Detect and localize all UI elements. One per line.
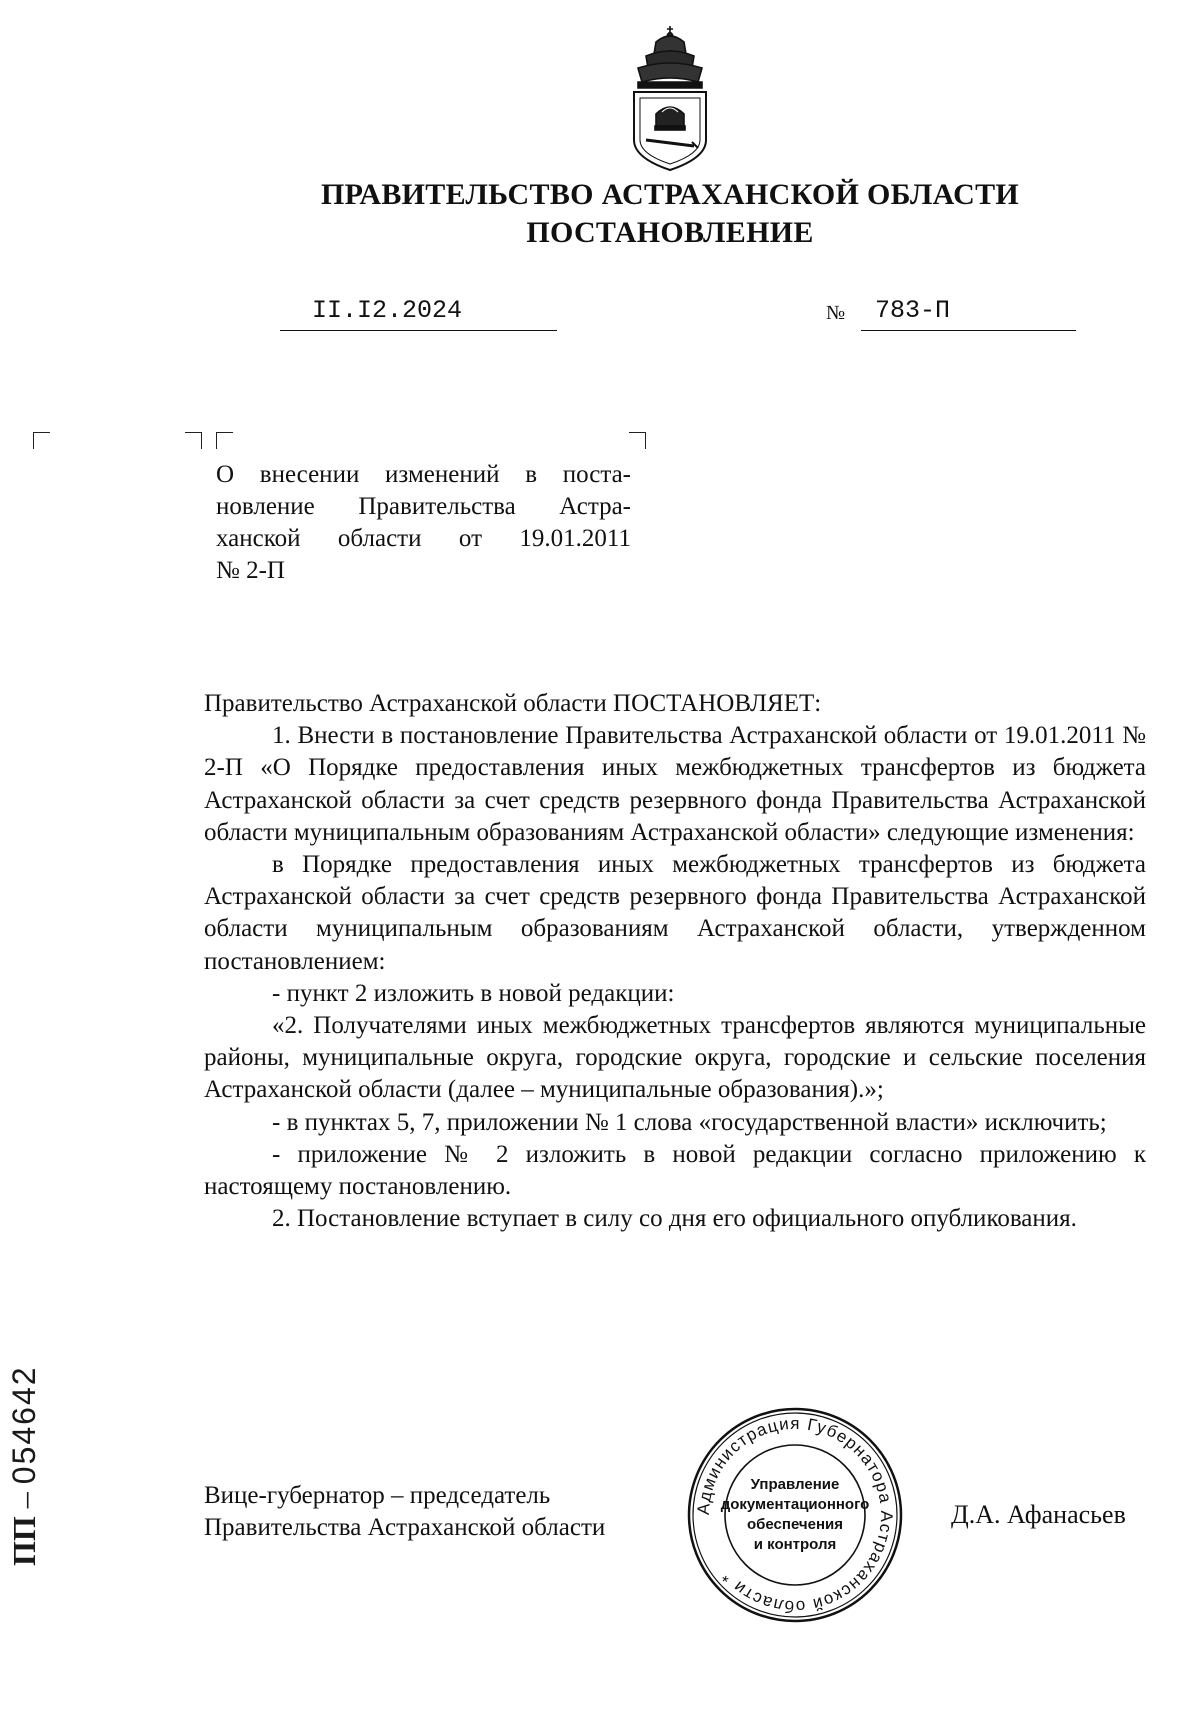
coat-of-arms-emblem bbox=[628, 22, 712, 174]
subject-line: № 2-П bbox=[216, 557, 285, 584]
position-line: Вице-губернатор – председатель bbox=[204, 1482, 551, 1509]
document-number-field bbox=[861, 296, 1076, 331]
signatory-position bbox=[204, 1480, 605, 1544]
official-stamp bbox=[685, 1405, 905, 1625]
subject-block bbox=[216, 459, 631, 587]
subject-line: ханской области от 19.01.2011 bbox=[216, 525, 631, 552]
document-date-field bbox=[280, 296, 557, 331]
corner-mark-inner-right bbox=[185, 432, 202, 449]
stamp-inner-line: Управление bbox=[750, 1476, 840, 1493]
corner-mark-outer-right bbox=[629, 432, 646, 449]
subject-line: новление Правительства Астра- bbox=[216, 493, 631, 520]
preamble: Правительство Астраханской области ПОСТАНОВЛЯЕТ: bbox=[204, 690, 822, 717]
subject-line: О внесении изменений в поста- bbox=[216, 461, 631, 488]
document-date: II.I2.2024 bbox=[312, 296, 463, 325]
paragraph-item-2: - пункт 2 изложить в новой редакции: bbox=[272, 979, 675, 1007]
paragraph-1: 1. Внести в постановление Правительства Астраханской области от 19.01.2011 № 2-П «О Порядке предоставления иных межбюджетных трансфертов из бюджета Астраханской области за счет средств резервного фонда Правительства Астраханской области муниципальным образованиям Астраханской области» следующие изменения: bbox=[204, 722, 1146, 846]
number-sign: № bbox=[826, 302, 846, 324]
paragraph-order: в Порядке предоставления иных межбюджетных трансфертов из бюджета Астраханской области за счет средств резервного фонда Правительства Астраханской области муниципальным образованиям Астраханской области, утвержденном постановлением: bbox=[204, 851, 1146, 975]
stamp-inner-line: документационного bbox=[720, 1496, 870, 1513]
stamp-inner-line: и контроля bbox=[753, 1536, 837, 1553]
serial-dash: – bbox=[6, 1484, 42, 1517]
stamp-outer-text: Администрация Губернатора Астраханской области * bbox=[693, 1413, 897, 1617]
margin-serial-number bbox=[6, 1365, 66, 1566]
serial-prefix: ПП bbox=[6, 1516, 42, 1566]
paragraph-appendix-2: - приложение № 2 изложить в новой редакции согласно приложению к настоящему постановлению. bbox=[204, 1140, 1146, 1201]
organization-title: ПРАВИТЕЛЬСТВО АСТРАХАНСКОЙ ОБЛАСТИ bbox=[320, 178, 1020, 211]
corner-mark-outer-left bbox=[33, 432, 50, 449]
document-type-title: ПОСТАНОВЛЕНИЕ bbox=[526, 216, 814, 249]
document-body bbox=[204, 688, 1146, 1235]
document-number: 783-П bbox=[875, 296, 951, 325]
signatory-name: Д.А. Афанасьев bbox=[951, 1500, 1126, 1529]
serial-number: 054642 bbox=[6, 1365, 42, 1485]
corner-mark-inner-left bbox=[216, 432, 233, 449]
paragraph-new-wording: «2. Получателями иных межбюджетных трансфертов являются муниципальные районы, муниципальные округа, городские округа, городские и сельские поселения Астраханской области (далее – муниципальные образования).»; bbox=[204, 1012, 1146, 1104]
position-line: Правительства Астраханской области bbox=[204, 1514, 606, 1541]
paragraph-2: 2. Постановление вступает в силу со дня его официального опубликования. bbox=[272, 1205, 1077, 1233]
paragraph-items-5-7: - в пунктах 5, 7, приложении № 1 слова «государственной власти» исключить; bbox=[272, 1108, 1107, 1136]
stamp-inner-line: обеспечения bbox=[746, 1516, 844, 1533]
